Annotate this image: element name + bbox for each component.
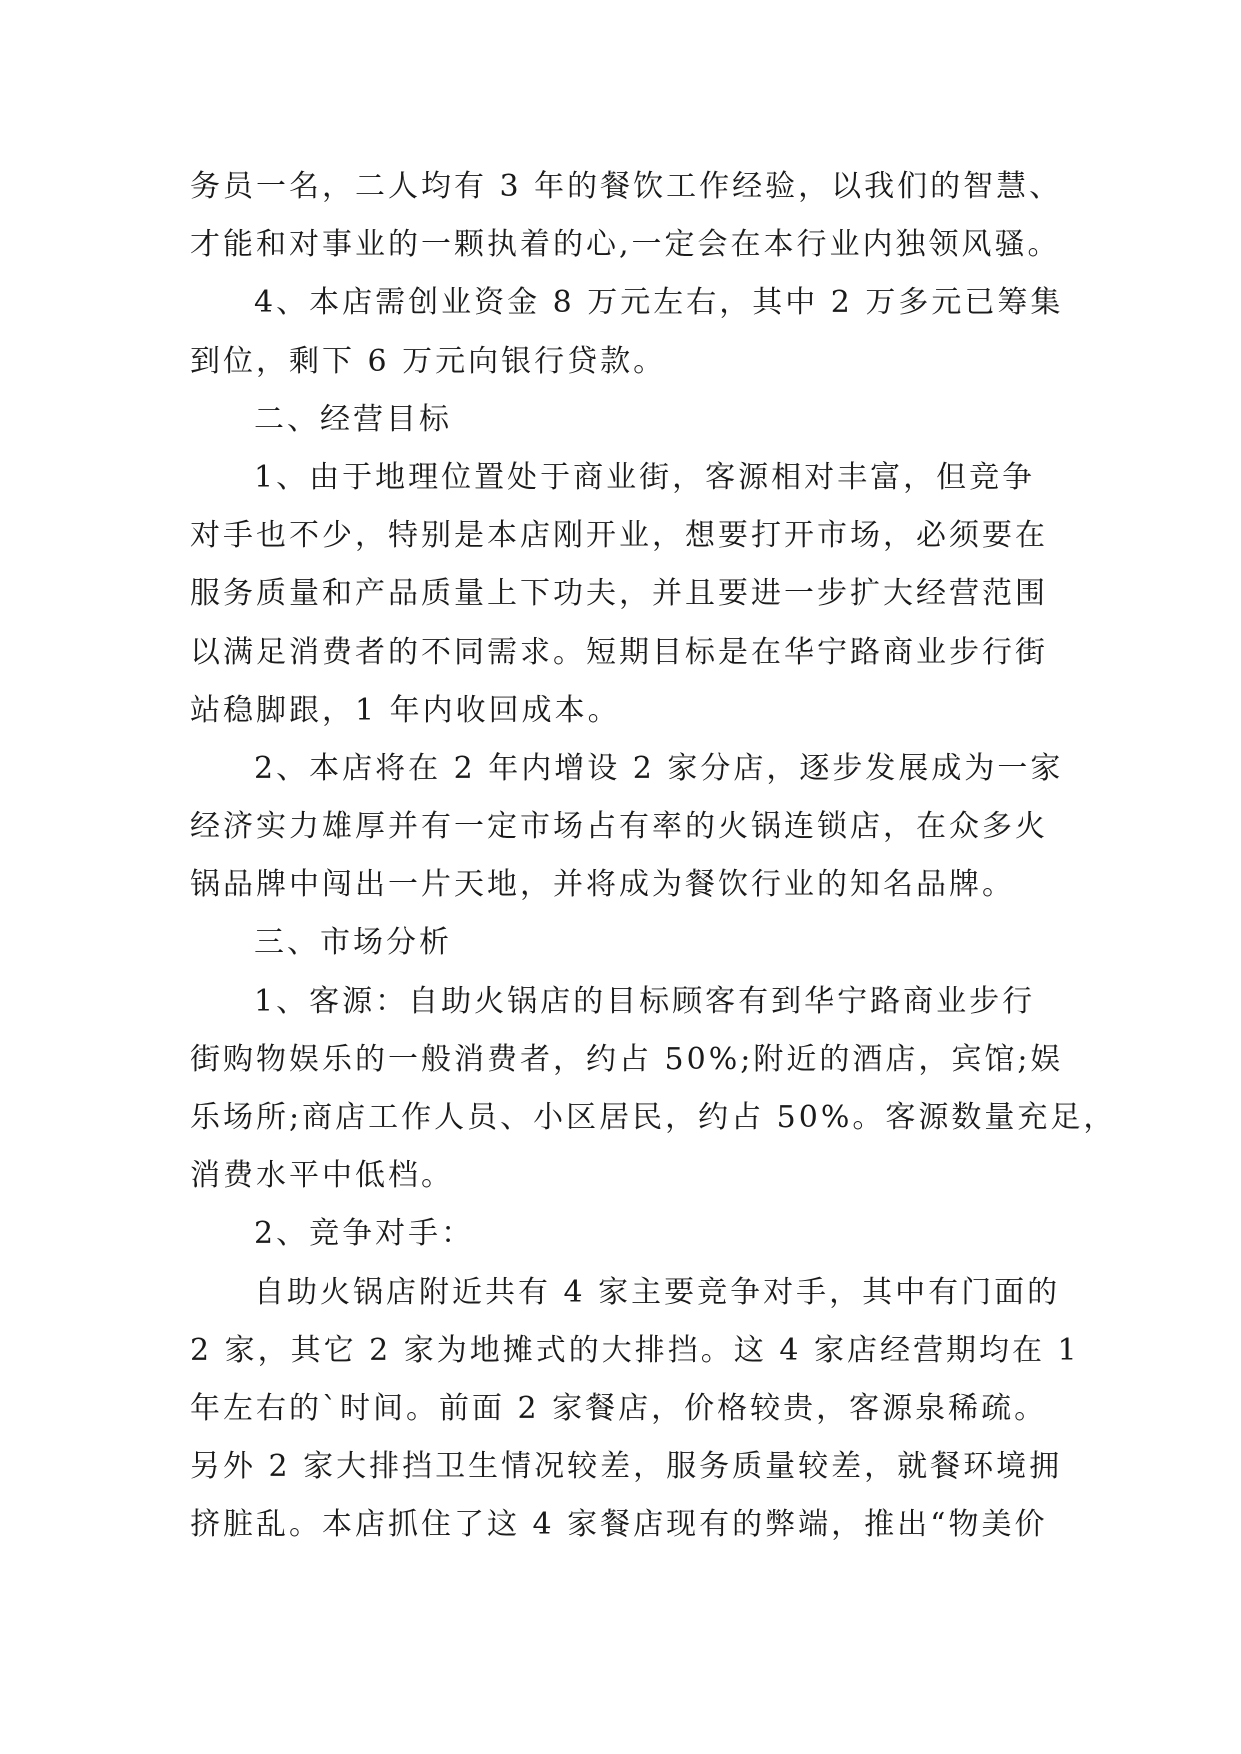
section-heading: 三、市场分析: [254, 925, 452, 961]
text-line: 1、客源：自助火锅店的目标顾客有到华宁路商业步行: [254, 983, 1036, 1019]
text-line: 自助火锅店附近共有 4 家主要竞争对手，其中有门面的: [254, 1274, 1061, 1310]
text-line: 对手也不少，特别是本店刚开业，想要打开市场，必须要在: [190, 518, 1048, 554]
text-line: 服务质量和产品质量上下功夫，并且要进一步扩大经营范围: [190, 576, 1048, 612]
text-line: 才能和对事业的一颗执着的心,一定会在本行业内独领风骚。: [190, 227, 1061, 263]
text-line: 另外 2 家大排挡卫生情况较差，服务质量较差，就餐环境拥: [190, 1449, 1063, 1485]
text-line: 2、本店将在 2 年内增设 2 家分店，逐步发展成为一家: [254, 750, 1064, 786]
text-line: 站稳脚跟，1 年内收回成本。: [190, 692, 621, 728]
text-line: 消费水平中低档。: [190, 1158, 454, 1194]
text-line: 街购物娱乐的一般消费者，约占 50%;附近的酒店，宾馆;娱: [190, 1041, 1064, 1077]
text-line: 2、竞争对手：: [254, 1216, 475, 1252]
text-line: 以满足消费者的不同需求。短期目标是在华宁路商业步行街: [190, 634, 1048, 670]
text-line: 挤脏乱。本店抓住了这 4 家餐店现有的弊端，推出“物美价: [190, 1507, 1048, 1543]
document-body: [190, 158, 1117, 1555]
text-line: 4、本店需创业资金 8 万元左右，其中 2 万多元已筹集: [254, 285, 1064, 321]
text-line: 1、由于地理位置处于商业街，客源相对丰富，但竞争: [254, 459, 1036, 495]
text-line: 年左右的`时间。前面 2 家餐店，价格较贵，客源泉稀疏。: [190, 1390, 1048, 1426]
text-line: 锅品牌中闯出一片天地，并将成为餐饮行业的知名品牌。: [190, 867, 1015, 903]
text-line: 经济实力雄厚并有一定市场占有率的火锅连锁店，在众多火: [190, 809, 1048, 845]
text-line: 务员一名，二人均有 3 年的餐饮工作经验，以我们的智慧、: [190, 169, 1063, 204]
text-line: 2 家，其它 2 家为地摊式的大排挡。这 4 家店经营期均在 1: [190, 1332, 1080, 1368]
text-line: 乐场所;商店工作人员、小区居民，约占 50%。客源数量充足，: [190, 1100, 1117, 1135]
section-heading: 二、经营目标: [254, 401, 452, 437]
text-line: 到位，剩下 6 万元向银行贷款。: [190, 343, 667, 379]
